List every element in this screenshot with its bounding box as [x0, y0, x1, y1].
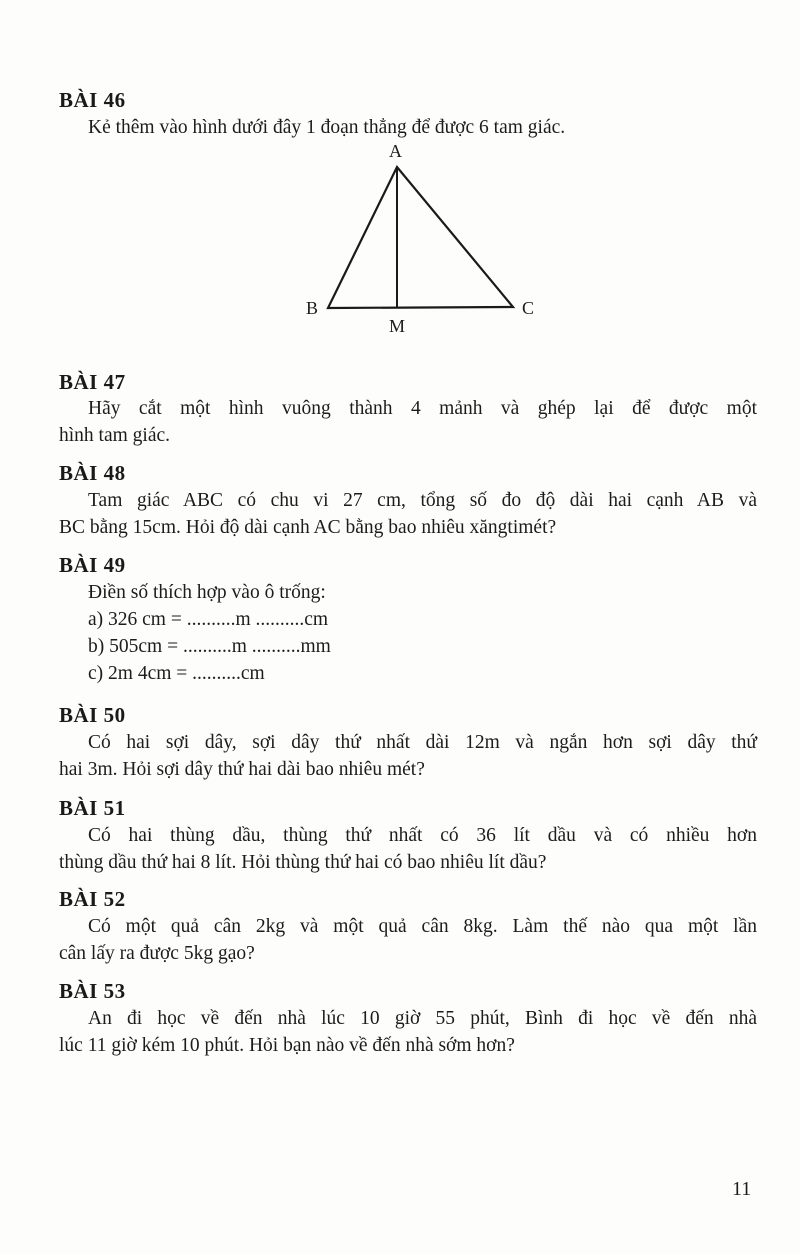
exercise-49-item-a: a) 326 cm = ..........m ..........cm [88, 609, 329, 630]
exercise-47-line-1: Hãy cắt một hình vuông thành 4 mảnh và ghép lại để được một [88, 398, 757, 419]
vertex-c-label: C [522, 298, 535, 318]
exercise-48-line-2: BC bằng 15cm. Hỏi độ dài cạnh AC bằng bao nhiêu xăngtimét? [59, 517, 557, 538]
exercise-50-text [59, 729, 757, 783]
exercise-46-title: BÀI 46 [59, 88, 126, 112]
exercise-50-line-1: Có hai sợi dây, sợi dây thứ nhất dài 12m và ngắn hơn sợi dây thứ [88, 732, 757, 753]
exercise-52-text [59, 913, 757, 967]
exercise-52-line-1: Có một quả cân 2kg và một quả cân 8kg. Làm thế nào qua một lần [88, 916, 757, 937]
triangle-abc-shape [328, 167, 513, 308]
exercise-49-text [59, 579, 757, 606]
exercise-53-line-2: lúc 11 giờ kém 10 phút. Hỏi bạn nào về đến nhà sớm hơn? [59, 1035, 515, 1056]
triangle-abc-diagram [300, 140, 550, 340]
exercise-50-line-2: hai 3m. Hỏi sợi dây thứ hai dài bao nhiêu mét? [59, 759, 425, 780]
vertex-b-label: B [306, 298, 319, 318]
exercise-51-line-2: thùng dầu thứ hai 8 lít. Hỏi thùng thứ hai có bao nhiêu lít dầu? [59, 852, 547, 873]
exercise-49-item-c: c) 2m 4cm = ..........cm [88, 663, 265, 684]
exercise-48-line-1: Tam giác ABC có chu vi 27 cm, tổng số đo độ dài hai cạnh AB và [88, 490, 757, 511]
triangle-figure [300, 140, 550, 340]
page-number: 11 [732, 1178, 752, 1200]
exercise-47-line-2: hình tam giác. [59, 425, 171, 446]
exercise-46-text [59, 114, 757, 141]
exercise-49-line-1: Điền số thích hợp vào ô trống: [88, 582, 326, 603]
exercise-51-title: BÀI 51 [59, 796, 126, 820]
exercise-47-title: BÀI 47 [59, 370, 126, 394]
exercise-46-line-1: Kẻ thêm vào hình dưới đây 1 đoạn thẳng để được 6 tam giác. [88, 117, 566, 138]
exercise-53-title: BÀI 53 [59, 979, 126, 1003]
exercise-50-title: BÀI 50 [59, 703, 126, 727]
exercise-49-title: BÀI 49 [59, 553, 126, 577]
vertex-a-label: A [389, 141, 402, 161]
exercise-49-item-b: b) 505cm = ..........m ..........mm [88, 636, 331, 657]
exercise-47-text [59, 395, 757, 449]
exercise-51-text [59, 822, 757, 876]
exercise-52-title: BÀI 52 [59, 887, 126, 911]
point-m-label: M [389, 316, 406, 336]
exercise-48-title: BÀI 48 [59, 461, 126, 485]
exercise-48-text [59, 487, 757, 541]
exercise-53-text [59, 1005, 757, 1059]
exercise-51-line-1: Có hai thùng dầu, thùng thứ nhất có 36 lít dầu và có nhiều hơn [88, 825, 757, 846]
exercise-53-line-1: An đi học về đến nhà lúc 10 giờ 55 phút, Bình đi học về đến nhà [88, 1008, 757, 1029]
exercise-52-line-2: cân lấy ra được 5kg gạo? [59, 943, 255, 964]
